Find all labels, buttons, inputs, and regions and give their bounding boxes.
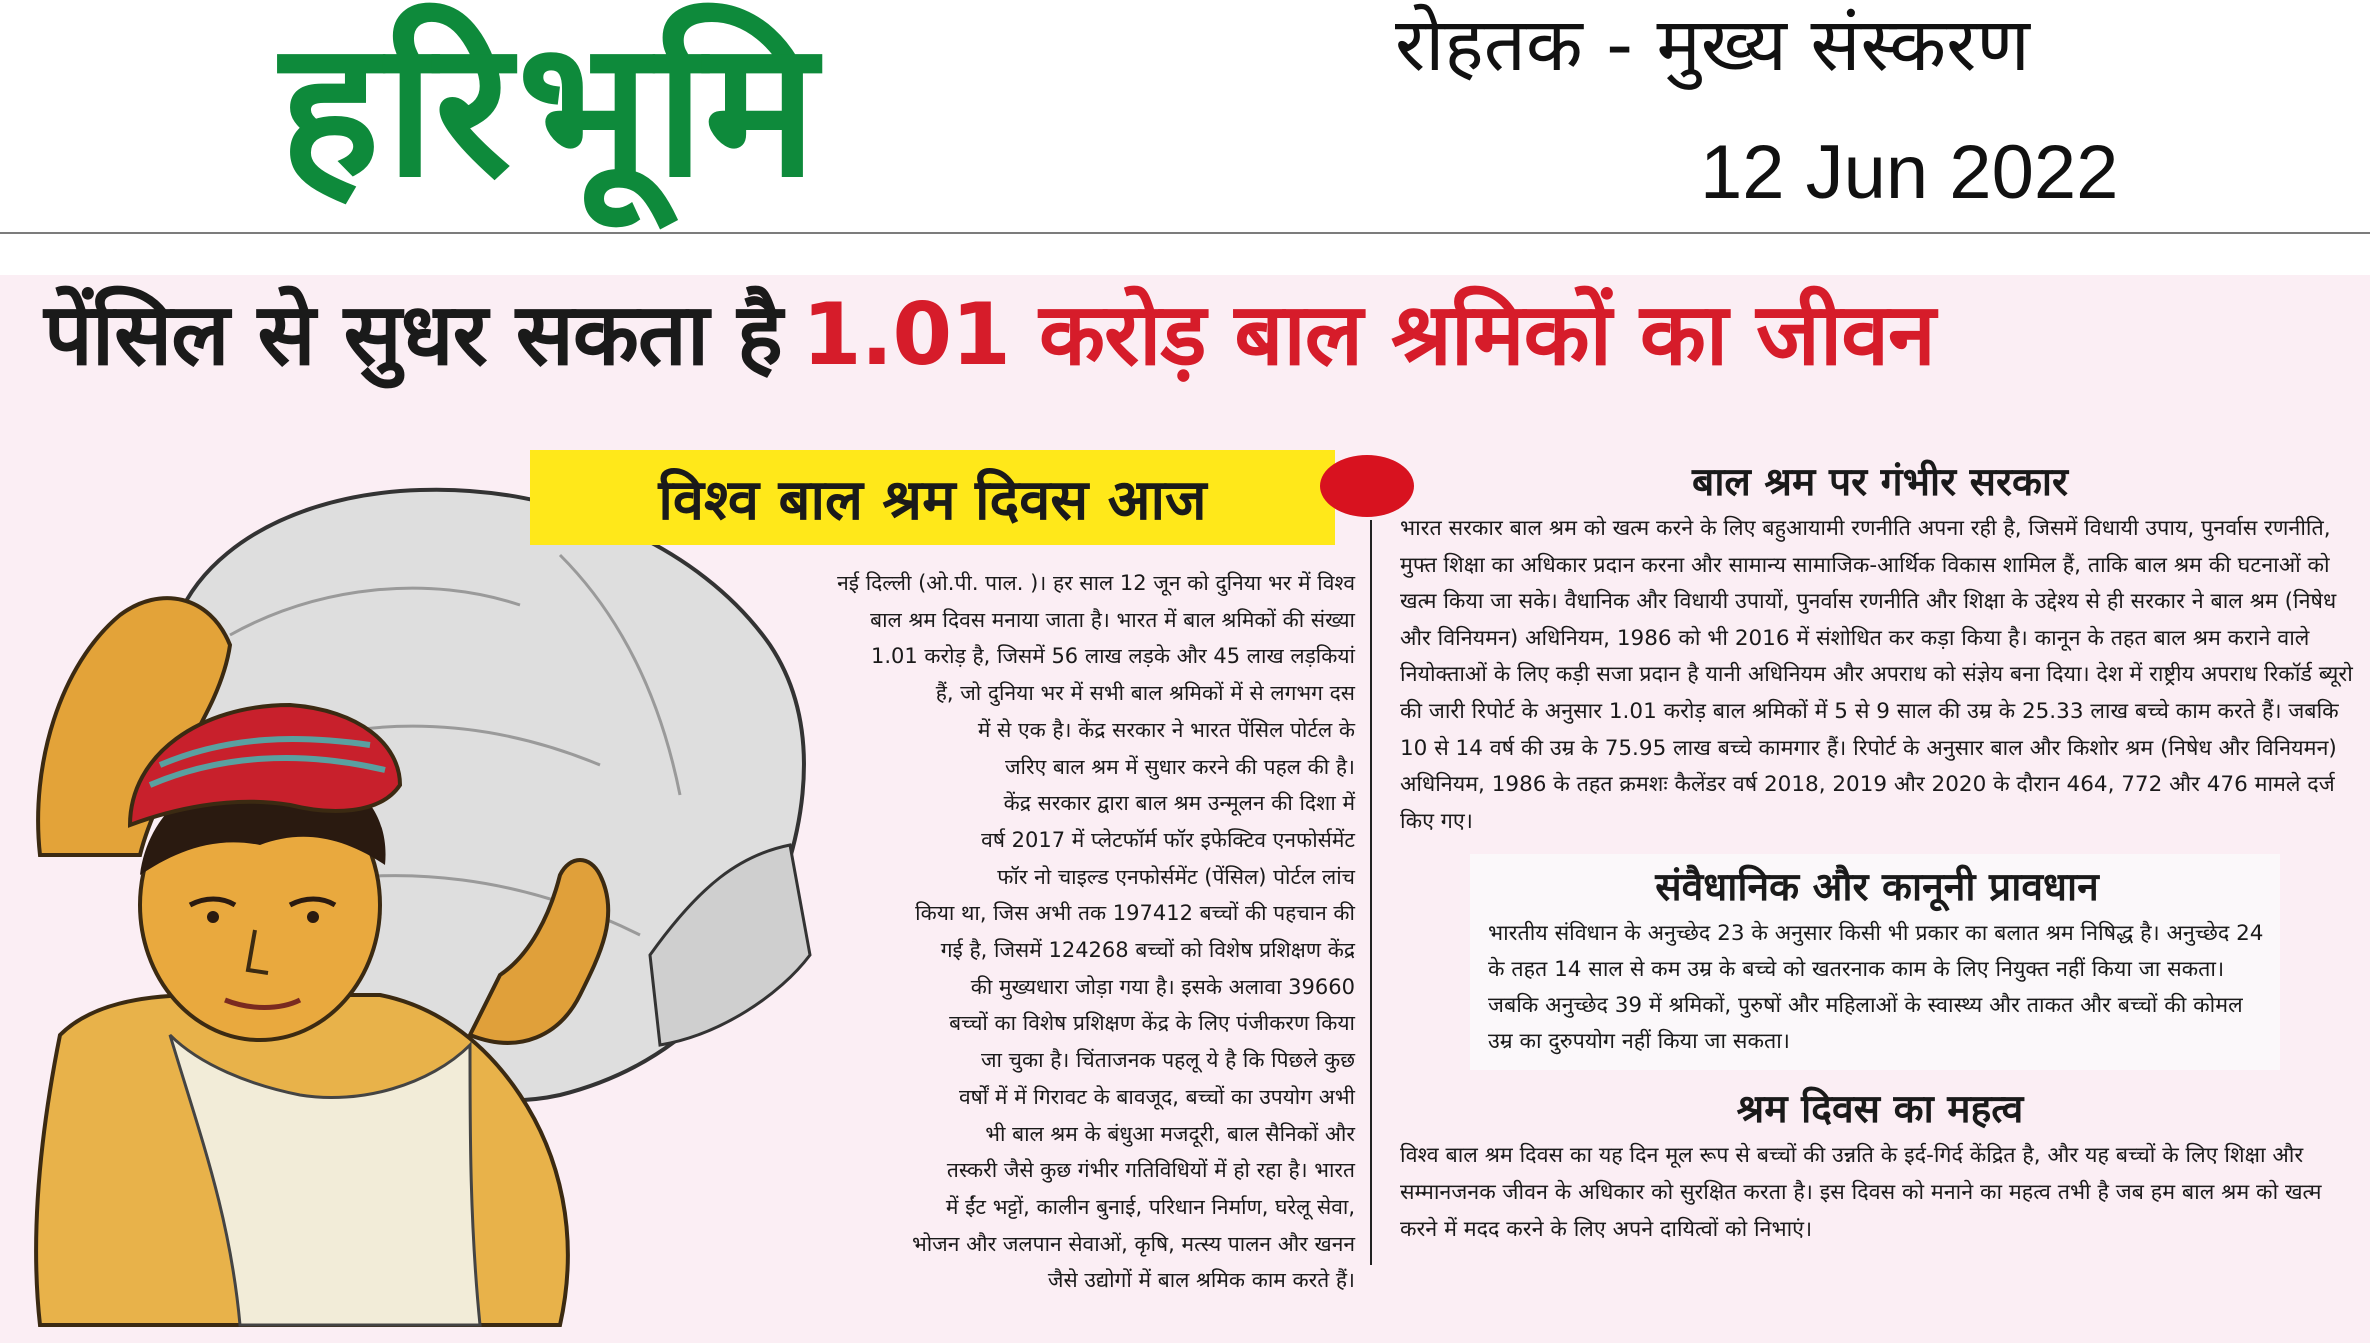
- publication-date: 12 Jun 2022: [1700, 130, 2119, 215]
- edition-name: रोहतक - मुख्य संस्करण: [1395, 2, 2030, 88]
- text-line: जैसे उद्योगों में बाल श्रमिक काम करते हैं।: [1047, 1268, 1355, 1293]
- text-line: की मुख्यधारा जोड़ा गया है। इसके अलावा 39660: [970, 974, 1355, 999]
- text-line: केंद्र सरकार द्वारा बाल श्रम उन्मूलन की दिशा में: [1003, 791, 1355, 816]
- section-title-government: बाल श्रम पर गंभीर सरकार: [1692, 460, 2068, 505]
- masthead: [0, 0, 2370, 232]
- text-line: तस्करी जैसे कुछ गंभीर गतिविधियों में हो रहा है। भारत: [946, 1158, 1355, 1183]
- column-divider: [1370, 520, 1372, 1265]
- article-clipping: [0, 275, 2370, 1343]
- sub-banner: विश्व बाल श्रम दिवस आज: [530, 450, 1335, 545]
- text-line: बच्चों का विशेष प्रशिक्षण केंद्र के लिए पंजीकरण किया: [949, 1011, 1355, 1036]
- text-line: वर्षों में में गिरावट के बावजूद, बच्चों का उपयोग अभी: [958, 1084, 1355, 1109]
- section-body-government: भारत सरकार बाल श्रम को खत्म करने के लिए बहुआयामी रणनीति अपना रही है, जिसमें विधायी उपाय, पुनर्वास रणनीति, मुफ्त शिक्षा का अधिकार प्रदान करना और सामान्य सामाजिक-आर्थिक विकास शामिल हैं, ताकि बाल श्रम की घटनाओं को खत्म किया जा सके। वैधानिक और विधायी उपायों, पुनर्वास रणनीति और शिक्षा के उद्देश्य से ही सरकार ने बाल श्रम (निषेध और विनियमन) अधिनियम, 1986 को भी 2016 में संशोधित कर कड़ा किया है। कानून के तहत बाल श्रम कराने वाले नियोक्ताओं के लिए कड़ी सजा प्रदान है यानी अधिनियम और अपराध को संज्ञेय बना दिया। देश में राष्ट्रीय अपराध रिकॉर्ड ब्यूरो की जारी रिपोर्ट के अनुसार 1.01 करोड़ बाल श्रमिकों में 5 से 9 साल की उम्र के 25.33 लाख बच्चे काम करते हैं। जबकि 10 से 14 वर्ष की उम्र के 75.95 लाख बच्चे कामगार हैं। रिपोर्ट के अनुसार बाल और किशोर श्रम (निषेध और विनियमन) अधिनियम, 1986 के तहत क्रमशः कैलेंडर वर्ष 2018, 2019 और 2020 के दौरान 464, 772 और 476 मामले दर्ज किए गए।: [1400, 516, 2353, 834]
- text-line: में से एक है। केंद्र सरकार ने भारत पेंसिल पोर्टल के: [977, 717, 1355, 742]
- text-line: वर्ष 2017 में प्लेटफॉर्म फॉर इफेक्टिव एनफोर्समेंट: [981, 827, 1355, 852]
- text-line: किया था, जिस अभी तक 197412 बच्चों की पहचान की: [915, 901, 1355, 926]
- text-line: हैं, जो दुनिया भर में सभी बाल श्रमिकों में से लगभग दस: [935, 681, 1355, 706]
- masthead-divider: [0, 232, 2370, 234]
- text-line: जा चुका है। चिंताजनक पहलू ये है कि पिछले कुछ: [980, 1048, 1355, 1073]
- section-title-constitutional: संवैधानिक और कानूनी प्रावधान: [1655, 865, 2099, 911]
- section-body-importance: विश्व बाल श्रम दिवस का यह दिन मूल रूप से बच्चों की उन्नति के इर्द-गिर्द केंद्रित है, और यह बच्चों के लिए शिक्षा और सम्मानजनक जीवन के अधिकार को सुरक्षित करता है। इस दिवस को मनाने का महत्व तभी है जब हम बाल श्रम को खत्म करने में मदद करने के लिए अपने दायित्वों को निभाएं।: [1400, 1143, 2322, 1242]
- newspaper-logo[interactable]: हरिभूमि: [280, 0, 823, 219]
- constitutional-box: [1470, 854, 2280, 1070]
- headline: [44, 275, 2354, 395]
- left-column-body: [690, 565, 1355, 1299]
- right-column: [1400, 455, 2360, 1248]
- text-line: भी बाल श्रम के बंधुआ मजदूरी, बाल सैनिकों और: [985, 1121, 1355, 1146]
- text-line: फॉर नो चाइल्ड एनफोर्समेंट (पेंसिल) पोर्टल लांच: [997, 864, 1355, 889]
- headline-black-part: पेंसिल से सुधर सकता है: [44, 285, 782, 385]
- text-line: में ईंट भट्टों, कालीन बुनाई, परिधान निर्माण, घरेलू सेवा,: [945, 1194, 1355, 1219]
- text-line: 1.01 करोड़ है, जिसमें 56 लाख लड़के और 45 लाख लड़कियां: [871, 644, 1355, 669]
- headline-red-part: 1.01 करोड़ बाल श्रमिकों का जीवन: [801, 285, 1935, 385]
- section-title-importance: श्रम दिवस का महत्व: [1736, 1087, 2024, 1133]
- text-line: बाल श्रम दिवस मनाया जाता है। भारत में बाल श्रमिकों की संख्या: [870, 607, 1355, 632]
- text-line: जरिए बाल श्रम में सुधार करने की पहल की है।: [1004, 754, 1355, 779]
- text-line: गई है, जिसमें 124268 बच्चों को विशेष प्रशिक्षण केंद्र: [940, 938, 1355, 963]
- text-line: नई दिल्ली (ओ.पी. पाल. )। हर साल 12 जून को दुनिया भर में विश्व: [837, 571, 1355, 595]
- text-line: भोजन और जलपान सेवाओं, कृषि, मत्स्य पालन और खनन: [911, 1231, 1355, 1256]
- section-body-constitutional: भारतीय संविधान के अनुच्छेद 23 के अनुसार किसी भी प्रकार का बलात श्रम निषिद्ध है। अनुच्छेद 24 के तहत 14 साल से कम उम्र के बच्चे को खतरनाक काम के लिए नियुक्त नहीं किया जा सकता। जबकि अनुच्छेद 39 में श्रमिकों, पुरुषों और महिलाओं के स्वास्थ्य और ताकत और बच्चों की कोमल उम्र का दुरुपयोग नहीं किया जा सकता।: [1488, 921, 2264, 1055]
